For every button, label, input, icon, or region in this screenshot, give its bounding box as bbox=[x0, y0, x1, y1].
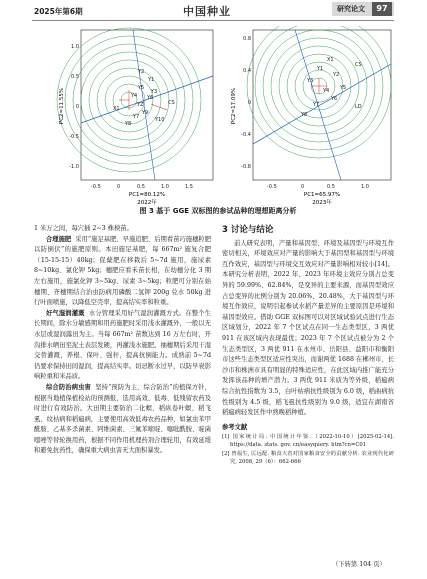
x-ticks bbox=[91, 184, 193, 190]
run-in-heading: 综合防治病虫害 bbox=[46, 383, 91, 391]
reference-item: [1] 国家统计局. 中国统计年鉴.（2022-10-10）[2025-02-14]. https://data. stats. gov. cn/easyquery. htm?cn=C01 bbox=[222, 434, 394, 449]
svg-text:1.5: 1.5 bbox=[185, 184, 193, 190]
y-axis-label: PC2=17.09% bbox=[231, 87, 237, 125]
left-column bbox=[34, 224, 211, 457]
point-label: Y3 bbox=[307, 78, 314, 84]
svg-text:0: 0 bbox=[117, 184, 121, 190]
svg-text:-0.5: -0.5 bbox=[91, 184, 101, 190]
svg-text:0.8: 0.8 bbox=[243, 36, 251, 42]
header-rule bbox=[32, 20, 394, 21]
x-axis-label: PC1=80.12% bbox=[128, 192, 166, 198]
plot-frame bbox=[253, 30, 391, 180]
paragraph-text: 采用“施足基肥、早施追肥、后期看苗巧施穗粒肥以防倒伏”的施肥原则。本田施足基肥，每 667m² 施复合肥（15-15-15）40kg；促蘖肥在移栽后 5~7d 施用，施尿素 8~10kg、氯化钾 5kg；穗肥应看禾苗长相，在幼穗分化 3 期左右施用，施氯化钾 3~5kg、尿素 3~5kg；粒肥可分别在始穗期、齐穗期结合治虫防病用磷酸二氢钾 200g 兑水 50kg 进行叶面喷施，以降低空壳率，提高结实率和粒重。 bbox=[34, 235, 211, 307]
svg-text:0.5: 0.5 bbox=[137, 184, 145, 190]
point-label: Y10 bbox=[155, 117, 165, 123]
paragraph-text: 坚持“预防为主，综合防治”的植保方针，根据当地植保植检站的预测报，选用高效、低毒、低残留农药及时进行有效防治。大田期主要防治二化螟、稻纵卷叶螟、稻飞虱、纹枯病和稻瘟病，主要使用高效低毒农药品种，如氯虫苯甲酰胺、乙基多杀菌素、阿维菌素、三氟苯嘧啶、噻吡酰胺、啶菌噁唑等替轮换用药，根据不同作用机理药剂合理轮用，有效延缓和避免抗药性，确保重大病虫害无大面积暴发。 bbox=[34, 383, 211, 455]
y-axis-label: PC2=11.55% bbox=[59, 87, 65, 125]
reference-item: [2] 曾福生, 匡远配. 粮食大省对国家粮食安全的贡献分析. 农业现代化研究, 2008, 29（6）：662-666 bbox=[222, 450, 394, 465]
run-in-heading: 合理施肥 bbox=[46, 235, 72, 243]
page-number: 97 bbox=[372, 2, 392, 16]
point-label: Y9 bbox=[142, 110, 149, 116]
run-in-heading: 好气湿润灌溉 bbox=[46, 309, 85, 317]
point-label: YZ bbox=[137, 102, 144, 108]
svg-text:1.0: 1.0 bbox=[161, 184, 169, 190]
journal-logo: 中国种业 bbox=[183, 5, 231, 18]
paragraph bbox=[34, 235, 211, 309]
point-label: Y7 bbox=[133, 114, 140, 120]
point-label: Y5 bbox=[340, 85, 347, 91]
biplot-2023 bbox=[231, 26, 391, 206]
svg-text:-0.4: -0.4 bbox=[241, 132, 251, 138]
x-axis-label: PC1=65.97% bbox=[303, 192, 341, 198]
paragraph-text: 水分管理采用好气湿润灌溉方式。在整个生长期间，除水分敏感期和用药施肥时采用浅水灌溉外，一般以无水层或湿润露田为主。当每 667m² 苗数达到 16 万左右时，开沟排水晒田至泥土表层发硬，再灌浅水施肥。抽穗期后采用干湿交替灌溉，养根、保叶、强秆，提高抗倒能力。成熟前 5~7d 仍要求保持田间湿润，提高结实率。切忌断水过早，以防早衰影响粒重和米品质。 bbox=[34, 309, 211, 381]
biplot-figure bbox=[55, 26, 395, 206]
point-label: Y2 bbox=[333, 72, 340, 78]
point-label: Y8 bbox=[301, 112, 308, 118]
point-label: LD bbox=[355, 104, 362, 110]
svg-text:0.5: 0.5 bbox=[327, 184, 335, 190]
point-label: X1 bbox=[113, 106, 120, 112]
point-label: Y5 bbox=[138, 85, 145, 91]
paragraph bbox=[34, 309, 211, 383]
paragraph: 1 米万之间，每穴插 2~3 株秧苗。 bbox=[34, 225, 133, 232]
figure-3 bbox=[55, 26, 395, 206]
point-label: Y4 bbox=[131, 93, 138, 99]
point-label: Y6 bbox=[331, 96, 338, 102]
x-ticks bbox=[267, 184, 369, 190]
svg-text:1.0: 1.0 bbox=[71, 44, 79, 50]
svg-text:0.5: 0.5 bbox=[71, 74, 79, 80]
svg-text:-0.5: -0.5 bbox=[267, 184, 277, 190]
svg-text:0: 0 bbox=[75, 104, 79, 110]
right-column bbox=[222, 224, 394, 466]
point-label: CS bbox=[355, 62, 362, 68]
svg-text:-0.8: -0.8 bbox=[241, 164, 251, 170]
panel-year: 2022年 bbox=[137, 200, 157, 206]
point-label: Y4 bbox=[323, 88, 330, 94]
y-ticks bbox=[69, 44, 79, 170]
panel-year: 2023年 bbox=[312, 200, 332, 206]
figure-caption: 图 3 基于 GGE 双标图的参试品种的理想距离分析 bbox=[139, 207, 297, 215]
svg-text:0: 0 bbox=[301, 184, 305, 190]
point-label: Y6 bbox=[147, 95, 154, 101]
y-ticks bbox=[241, 36, 251, 170]
point-label: Y1 bbox=[317, 66, 324, 72]
point-label: Y7 bbox=[313, 102, 320, 108]
issue-label: 2025年第6期 bbox=[34, 7, 83, 16]
svg-text:-0.5: -0.5 bbox=[69, 134, 79, 140]
point-label: Y3 bbox=[151, 89, 158, 95]
references-title: 参考文献 bbox=[222, 423, 248, 431]
point-label: X1 bbox=[327, 57, 334, 63]
point-label: Y8 bbox=[125, 121, 132, 127]
biplot-2022 bbox=[57, 28, 213, 206]
point-label: Y2 bbox=[138, 69, 145, 75]
point-label: Y1 bbox=[148, 77, 155, 83]
continued-note: （下转第 104 页） bbox=[332, 561, 386, 568]
section-title: 3 讨论与结论 bbox=[222, 225, 274, 235]
svg-text:0: 0 bbox=[247, 100, 251, 106]
section-label: 研究论文 bbox=[337, 5, 365, 13]
paragraph bbox=[34, 383, 211, 457]
svg-text:1.0: 1.0 bbox=[361, 184, 369, 190]
paragraph: 前人研究表明，产量和基因型、环境及基因型与环境互作密切相关，环境效应对产量的影响大于基因型和基因型与环境互作效应，基因型与环境交互效应对产量影响相对较小[14]。本研究分析表明，2022 年、2023 年环境主效应分别占总变异的 59.99%、62.84%，是变异的主要来源，而基因型效应占总变异的比例分别为 20.06%、20.48%，大于基因型与环境互作效应，说明引起参试水稻产量差异的主要原因是环境和基因型效应。借助 GGE 双标图可以对区域试验试点进行生态区域划分，2022 年 7 个区试点在同一生态类型区，3 两优 911 在该区域内表现最优；2023 年 7 个区试点被分为 2 个生态类型区，3 两优 911 在永州市、岳阳县、益阳市和衡阳市这些生态类型区适应性突出，而谢两优 1688 在郴州市、长沙市和株洲市具有明显的特殊适应性，在此区域内推广能充分发挥该品种的增产潜力。3 两优 911 米质为等外级，稻瘟病综合抗性指数为 3.5，白叶枯病抗性级别为 6.0 级，稻曲病抗性级别为 4.5 级，稻飞虱抗性级别为 9.0 级，适宜在湖南省稻瘟病轻发区作中熟晚稻种植。 bbox=[222, 239, 394, 417]
point-label: CS bbox=[168, 100, 175, 106]
svg-text:0.4: 0.4 bbox=[243, 68, 251, 74]
svg-text:-1.0: -1.0 bbox=[69, 164, 79, 170]
